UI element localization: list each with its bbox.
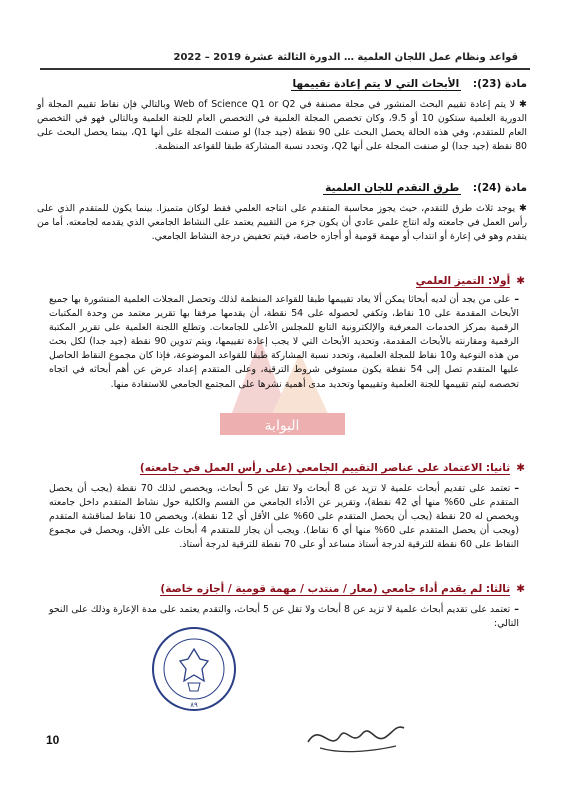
section-second-text: تعتمد على تقديم أبحاث علمية لا تزيد عن 8 أبحاث ولا تقل عن 5 أبحاث، ويخصص لذلك 70 نقطة (يجب أن يحصل المتقدم على 60% منها أي 42 نقطة)، وتقرير عن الأداء الجامعي من القسم والكلية حول نشاط المتقدم داخل جامعته ويخصص له 20 نقطة (يجب أن يحصل المتقدم على 60% على الأقل أي 12 نقطة)، ويخصص 10 نقاط لمناقشة المتقدم (ويجب أن يحصل المتقدم على 60% منها أي 6 نقاط). ويجب أن يجاز للمتقدم 4 أبحاث على الأقل، ويحصل في مجموع النقاط على 60 نقطة للترقية لدرجة أستاذ مساعد أو على 70 نقطة للترقية لدرجة أستاذ. bbox=[49, 483, 519, 551]
section-third-heading bbox=[160, 583, 525, 595]
dash-bullet: – bbox=[514, 604, 519, 615]
article-23-text: لا يتم إعادة تقييم البحث المنشور في مجلة مصنفة في Web of Science Q1 or Q2 وبالتالي فإن نقاط تقييم المجلة أو الدورية العلمية ستكون 10 أو 9.5، وكان تخصص المجلة العلمية في التخصص العام للجنة العلمية وبالتالي فهو في التخصص العام للمتقدم، وفي هذه الحالة يحصل البحث على 90 نقطة (جيد جدا) لو صنفت المجلة على أنها Q1، بينما يحصل البحث على 80 نقطة (جيد جدا) لو صنفت المجلة على أنها Q2، وتحدد نسبة المشاركة طبقا للقواعد المنظمة. bbox=[37, 99, 528, 153]
article-23-body bbox=[37, 98, 527, 154]
header-rule bbox=[40, 68, 530, 70]
section-second-title: ثانيا: الاعتماد على عناصر التقييم الجامعي (على رأس العمل في جامعته) bbox=[139, 462, 511, 474]
article-24-body bbox=[37, 202, 527, 244]
star-icon: ✱ bbox=[516, 275, 525, 287]
section-third-title: ثالثا: لم يقدم أداء جامعي (معار / منتدب / مهمة قومية / أجازه خاصة) bbox=[160, 583, 511, 595]
watermark-text: البوابة bbox=[264, 418, 300, 434]
article-23-number: مادة (23): bbox=[472, 78, 527, 90]
dash-bullet: – bbox=[514, 483, 519, 494]
article-24-heading bbox=[323, 182, 527, 194]
dash-bullet: – bbox=[514, 294, 519, 305]
section-first-text: على من يجد أن لديه أبحاثا يمكن ألا يعاد تقييمها طبقا للقواعد المنظمة لذلك وتحصل المجلات العلمية المنشورة بها جميع الأبحاث المقدمة على 10 نقاط، وتكفي لحصوله على 54 نقطة، أن يقدمها مرفقا بها تقرير معتمد من وحدة المكتبات الرقمية بمركز الخدمات المعرفية والإلكترونية التابع للمجلس الأعلى للجامعات. وتطلع اللجنة العلمية على تقرير المكتبة الرقمية ومقارنته بالأبحاث المقدمة، وتحديد الأبحاث التي لا يجب إعادة تقييمها، ويتم تدوين 90 نقطة (جيد جدا) لكل بحث من هذه النوعية و10 نقاط للمجلة العلمية، وتحدد نسبة المشاركة طبقا للقواعد الموضوعة، فإذا كان مجموع النقاط الحاصل عليها المتقدم تصل إلى 54 نقطة يكون مستوفي شروط الترقية، وعلى المتقدم إعداد عرض عن أهم أبحاثه في اتجاه تخصصه ليتم تقييمها للجنة العلمية وتقييمها وتحديد مدى أهمية نشرها على المجتمع الجامعي للاستفادة منها. bbox=[49, 294, 520, 390]
council-seal-stamp bbox=[150, 625, 238, 713]
star-icon: ✱ bbox=[516, 583, 525, 595]
article-24-number: مادة (24): bbox=[472, 182, 527, 194]
bullet-star-icon: ✱ bbox=[519, 99, 528, 110]
running-header: قواعد ونظام عمل اللجان العلمية … الدورة الثالثة عشرة 2019 – 2022 bbox=[173, 52, 518, 63]
section-second-heading bbox=[140, 462, 525, 474]
star-icon: ✱ bbox=[516, 462, 525, 474]
section-second-body bbox=[49, 482, 519, 552]
article-24-title: طرق التقدم للجان العلمية bbox=[325, 182, 460, 194]
section-third-body bbox=[49, 603, 519, 631]
section-first-body bbox=[49, 293, 519, 392]
section-first-title: أولا: التميز العلمي bbox=[415, 275, 511, 287]
page-number: 10 bbox=[46, 733, 60, 747]
seal-number: ٨٩ bbox=[190, 701, 198, 709]
bullet-star-icon: ✱ bbox=[519, 203, 527, 214]
article-23-heading bbox=[291, 78, 528, 90]
article-23-title: الأبحاث التي لا يتم إعادة تقييمها bbox=[292, 78, 460, 90]
handwritten-signature bbox=[300, 712, 410, 758]
section-third-text: تعتمد على تقديم أبحاث علمية لا تزيد عن 8 أبحاث ولا تقل عن 5 أبحاث، والتقدم يعتمد على مدة الإعارة وذلك على النحو التالي: bbox=[49, 604, 519, 630]
section-first-heading bbox=[416, 275, 525, 287]
article-24-text: يوجد ثلاث طرق للتقدم، حيث يجوز محاسبة المتقدم على انتاجه العلمي فقط لوكان متميزا. بينما يكون للمتقدم الذي على رأس العمل في جامعته وله انتاج علمي عادي أن يكون جزء من التقييم يعتمد على النشاط الجامعي الذي يقدمه لجامعته. أما من يتقدم وهو في إعارة أو انتداب أو مهمة قومية أو أجازه خاصة، فيتم تخفيض درجة النشاط الجامعي. bbox=[37, 203, 527, 243]
